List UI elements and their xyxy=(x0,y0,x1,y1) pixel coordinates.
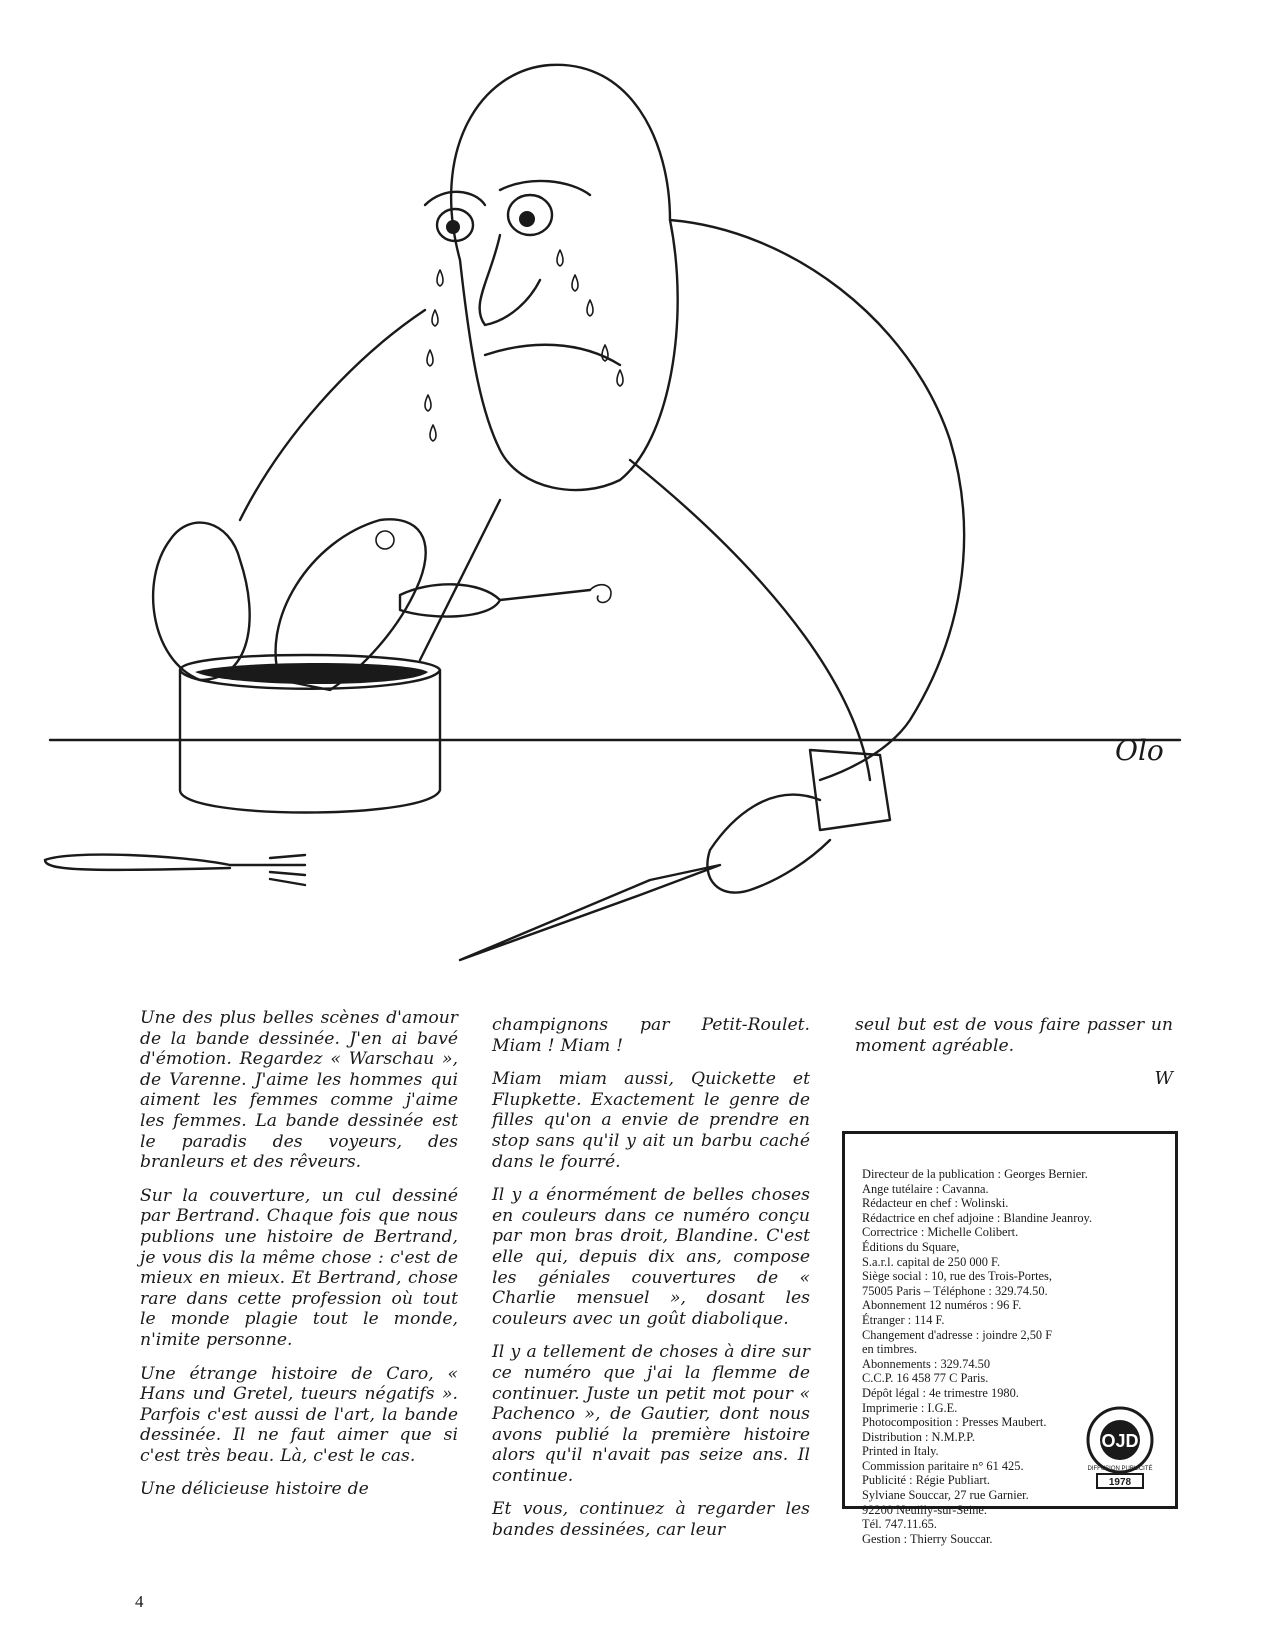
article-paragraph: Sur la couverture, un cul dessiné par Bertrand. Chaque fois que nous publions une histoire de Bertrand, je vous dis la même chose : c'est de mieux en mieux. Et Bertrand, chose rare dans cette profession où tout le monde plagie tout le monde, n'imite personne. xyxy=(140,1185,458,1350)
violin-bow xyxy=(420,500,500,660)
masthead-line: Commission paritaire n° 61 425. xyxy=(862,1458,1024,1473)
masthead-line: Tél. 747.11.65. xyxy=(862,1517,937,1532)
artist-signature: Olo xyxy=(1115,734,1164,767)
article-paragraph: seul but est de vous faire passer un moment agréable. xyxy=(855,1015,1173,1056)
man-eyebrow-left xyxy=(425,192,485,205)
masthead-line: Rédacteur en chef : Wolinski. xyxy=(862,1196,1009,1211)
masthead-line: C.C.P. 16 458 77 C Paris. xyxy=(862,1371,989,1386)
ojd-year: 1978 xyxy=(1108,1477,1132,1488)
masthead-line: Rédactrice en chef adjoine : Blandine Jeanroy. xyxy=(862,1210,1093,1225)
masthead-line: 75005 Paris – Téléphone : 329.74.50. xyxy=(862,1283,1048,1298)
article-paragraph: Une étrange histoire de Caro, « Hans und Gretel, tueurs négatifs ». Parfois c'est aussi de l'art, la bande dessinée. Il ne faut aimer que si c'est très beau. Là, c'est le cas. xyxy=(140,1363,458,1466)
article-column-1 xyxy=(140,1008,458,1513)
tin-can-inside xyxy=(195,663,428,684)
article-paragraph: Une des plus belles scènes d'amour de la bande dessinée. J'en ai bavé d'émotion. Regardez « Warschau », de Varenne. J'aime les hommes qui aiment les femmes comme j'aime les femmes. La bande dessinée est le paradis des voyeurs, des branleurs et des rêveurs. xyxy=(140,1008,458,1173)
article-paragraph: Une délicieuse histoire de xyxy=(140,1479,369,1500)
man-head xyxy=(451,65,678,490)
ojd-badge-logo xyxy=(1075,1402,1165,1492)
masthead-line: Étranger : 114 F. xyxy=(862,1312,945,1327)
cartoon-illustration xyxy=(30,20,1230,1010)
masthead-line: Imprimerie : I.G.E. xyxy=(862,1400,958,1415)
man-nose xyxy=(480,235,540,325)
masthead-line: Sylviane Souccar, 27 rue Garnier. xyxy=(862,1488,1029,1503)
man-mouth xyxy=(485,345,620,365)
masthead-line: Changement d'adresse : joindre 2,50 F xyxy=(862,1327,1053,1342)
man-hand xyxy=(707,795,830,893)
editorial-signature: W xyxy=(1154,1068,1173,1090)
masthead-line: Siège social : 10, rue des Trois-Portes, xyxy=(862,1269,1052,1284)
masthead-line: Éditions du Square, xyxy=(862,1239,960,1254)
masthead-line: Distribution : N.M.P.P. xyxy=(862,1429,975,1444)
article-paragraph: champignons par Petit-Roulet. Miam ! Miam ! xyxy=(492,1015,810,1056)
masthead-line: Gestion : Thierry Souccar. xyxy=(862,1531,993,1546)
man-eyebrow-right xyxy=(500,181,590,195)
man-cuff xyxy=(810,750,890,830)
article-paragraph: Il y a énormément de belles choses en couleurs dans ce numéro conçu par mon bras droit, Blandine. C'est elle qui, depuis dix ans, compose les géniales couvertures de « Charlie mensuel », dosant les couleurs avec un goût diabolique. xyxy=(492,1185,810,1329)
violin xyxy=(400,584,590,616)
article-paragraph: Il y a tellement de choses à dire sur ce numéro que j'ai la flemme de continuer. Juste un petit mot pour « Pachenco », de Gautier, dont nous avons publié la première histoire alors qu'il n'avait pas seize ans. Il continue. xyxy=(492,1342,810,1486)
masthead-box xyxy=(842,1131,1178,1546)
masthead-line: Ange tutélaire : Cavanna. xyxy=(862,1181,989,1196)
fork xyxy=(45,855,305,885)
masthead-line: Printed in Italy. xyxy=(862,1444,939,1459)
masthead-line: Dépôt légal : 4e trimestre 1980. xyxy=(862,1385,1019,1400)
masthead-line: en timbres. xyxy=(862,1342,918,1357)
article-paragraph: Et vous, continuez à regarder les bandes dessinées, car leur xyxy=(492,1499,810,1541)
article-column-2 xyxy=(492,1015,810,1554)
masthead-line: S.a.r.l. capital de 250 000 F. xyxy=(862,1254,1001,1269)
violin-scroll xyxy=(590,585,611,603)
masthead-line: Directeur de la publication : Georges Bernier. xyxy=(862,1167,1088,1181)
masthead-line: 92200 Neuilly-sur-Seine. xyxy=(862,1502,988,1517)
man-pupil-right xyxy=(519,211,535,227)
man-arm xyxy=(630,460,870,780)
fish-eye xyxy=(376,531,394,549)
masthead-line: Abonnement 12 numéros : 96 F. xyxy=(862,1298,1022,1313)
masthead-line: Abonnements : 329.74.50 xyxy=(862,1356,991,1371)
masthead-line: Photocomposition : Presses Maubert. xyxy=(862,1415,1047,1430)
article-column-3 xyxy=(855,1015,1173,1090)
ojd-ring-text: DIFFUSION PUBLICITÉ xyxy=(1087,1466,1153,1472)
page-number: 4 xyxy=(135,1592,144,1611)
man-pupil-left xyxy=(446,220,460,234)
man-body xyxy=(240,220,964,780)
ojd-logo-text: OJD xyxy=(1101,1431,1139,1451)
masthead-line: Publicité : Régie Publiart. xyxy=(862,1473,991,1488)
knife xyxy=(460,865,720,960)
masthead-line: Correctrice : Michelle Colibert. xyxy=(862,1225,1019,1240)
article-paragraph: Miam miam aussi, Quickette et Flupkette. Exactement le genre de filles qu'on a envie de prendre en stop sans qu'il y ait un barbu caché dans le fourré. xyxy=(492,1069,810,1172)
